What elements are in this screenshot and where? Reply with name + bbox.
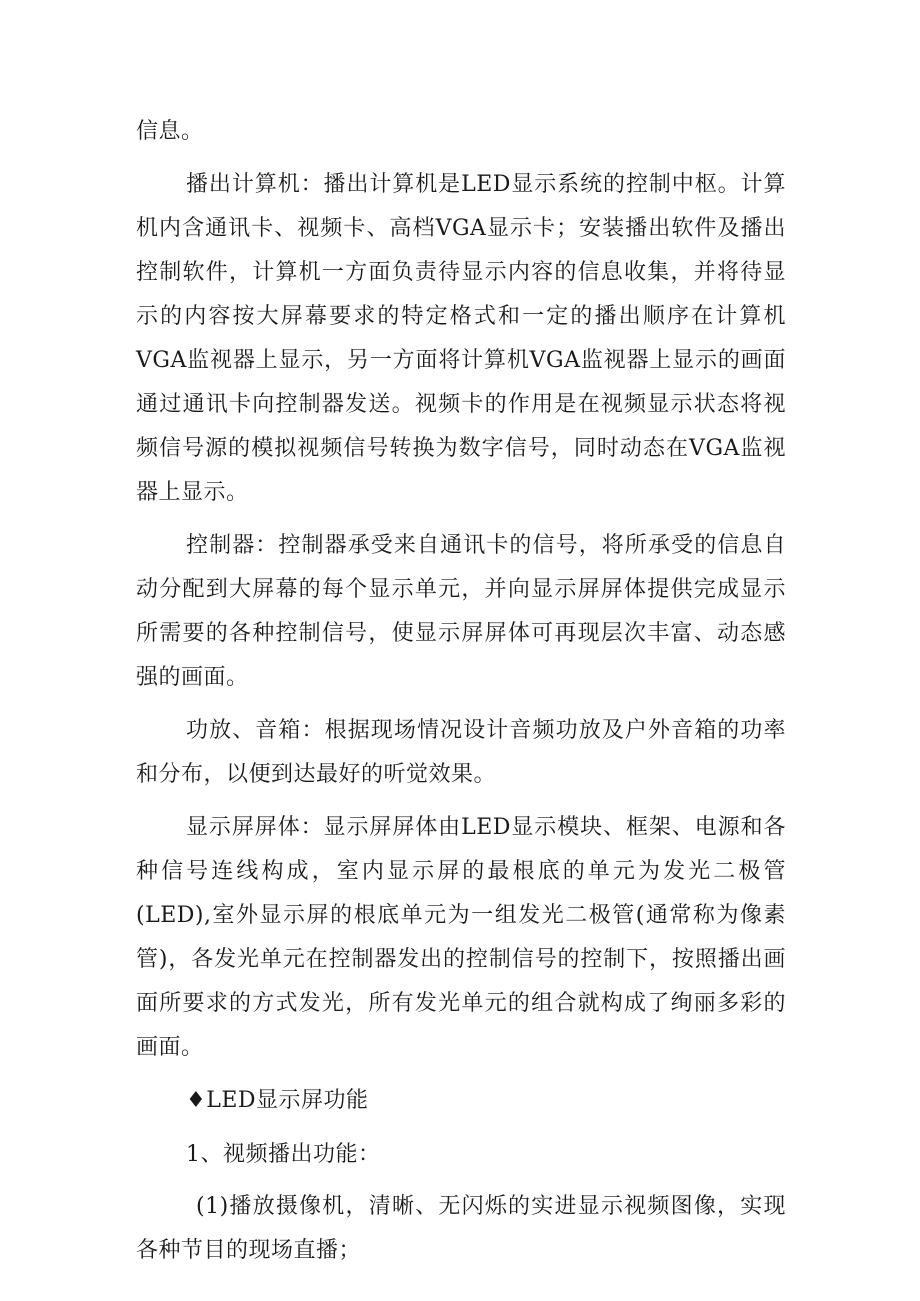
paragraph-line: 种信号连线构成，室内显示屏的最根底的单元为发光二极管 [136, 859, 786, 884]
paragraph-line: 画面。 [136, 1035, 204, 1060]
paragraph-line: 通过通讯卡向控制器发送。视频卡的作用是在视频显示状态将视 [136, 392, 786, 417]
paragraph-line: 频信号源的模拟视频信号转换为数字信号，同时动态在VGA监视 [136, 436, 786, 461]
paragraph-line: 示的内容按大屏幕要求的特定格式和一定的播出顺序在计算机 [136, 304, 786, 329]
paragraph-line: 强的画面。 [136, 665, 249, 690]
paragraph-line: 功放、音箱：根据现场情况设计音频功放及户外音箱的功率 [186, 718, 786, 743]
paragraph-line: 显示屏屏体：显示屏屏体由LED显示模块、框架、电源和各 [186, 815, 786, 840]
subsection-heading: 1、视频播出功能： [186, 1142, 381, 1167]
paragraph-line: 播出计算机：播出计算机是LED显示系统的控制中枢。计算 [186, 172, 786, 197]
paragraph-line: 控制器：控制器承受来自通讯卡的信号，将所承受的信息自 [186, 533, 786, 558]
paragraph-line: (1)播放摄像机，清晰、无闪烁的实进显示视频图像，实现 [196, 1194, 786, 1219]
paragraph-line: 面所要求的方式发光，所有发光单元的组合就构成了绚丽多彩的 [136, 991, 786, 1016]
paragraph-line: (LED),室外显示屏的根底单元为一组发光二极管(通常称为像素 [136, 903, 786, 928]
paragraph-line: 机内含通讯卡、视频卡、高档VGA显示卡；安装播出软件及播出 [136, 216, 786, 241]
paragraph-line: VGA监视器上显示，另一方面将计算机VGA监视器上显示的画面 [136, 348, 786, 373]
paragraph-line: 各种节目的现场直播； [136, 1238, 362, 1263]
paragraph-line: 管)，各发光单元在控制器发出的控制信号的控制下，按照播出画 [136, 947, 786, 972]
paragraph-line: 动分配到大屏幕的每个显示单元，并向显示屏屏体提供完成显示 [136, 577, 786, 602]
paragraph-line: 信息。 [136, 119, 204, 144]
paragraph-line: 所需要的各种控制信号，使显示屏屏体可再现层次丰富、动态感 [136, 621, 786, 646]
paragraph-line: 器上显示。 [136, 480, 249, 505]
paragraph-line: 控制软件，计算机一方面负责待显示内容的信息收集，并将待显 [136, 260, 786, 285]
paragraph-line: 和分布，以便到达最好的听觉效果。 [136, 762, 497, 787]
section-heading: ♦LED显示屏功能 [186, 1088, 369, 1113]
